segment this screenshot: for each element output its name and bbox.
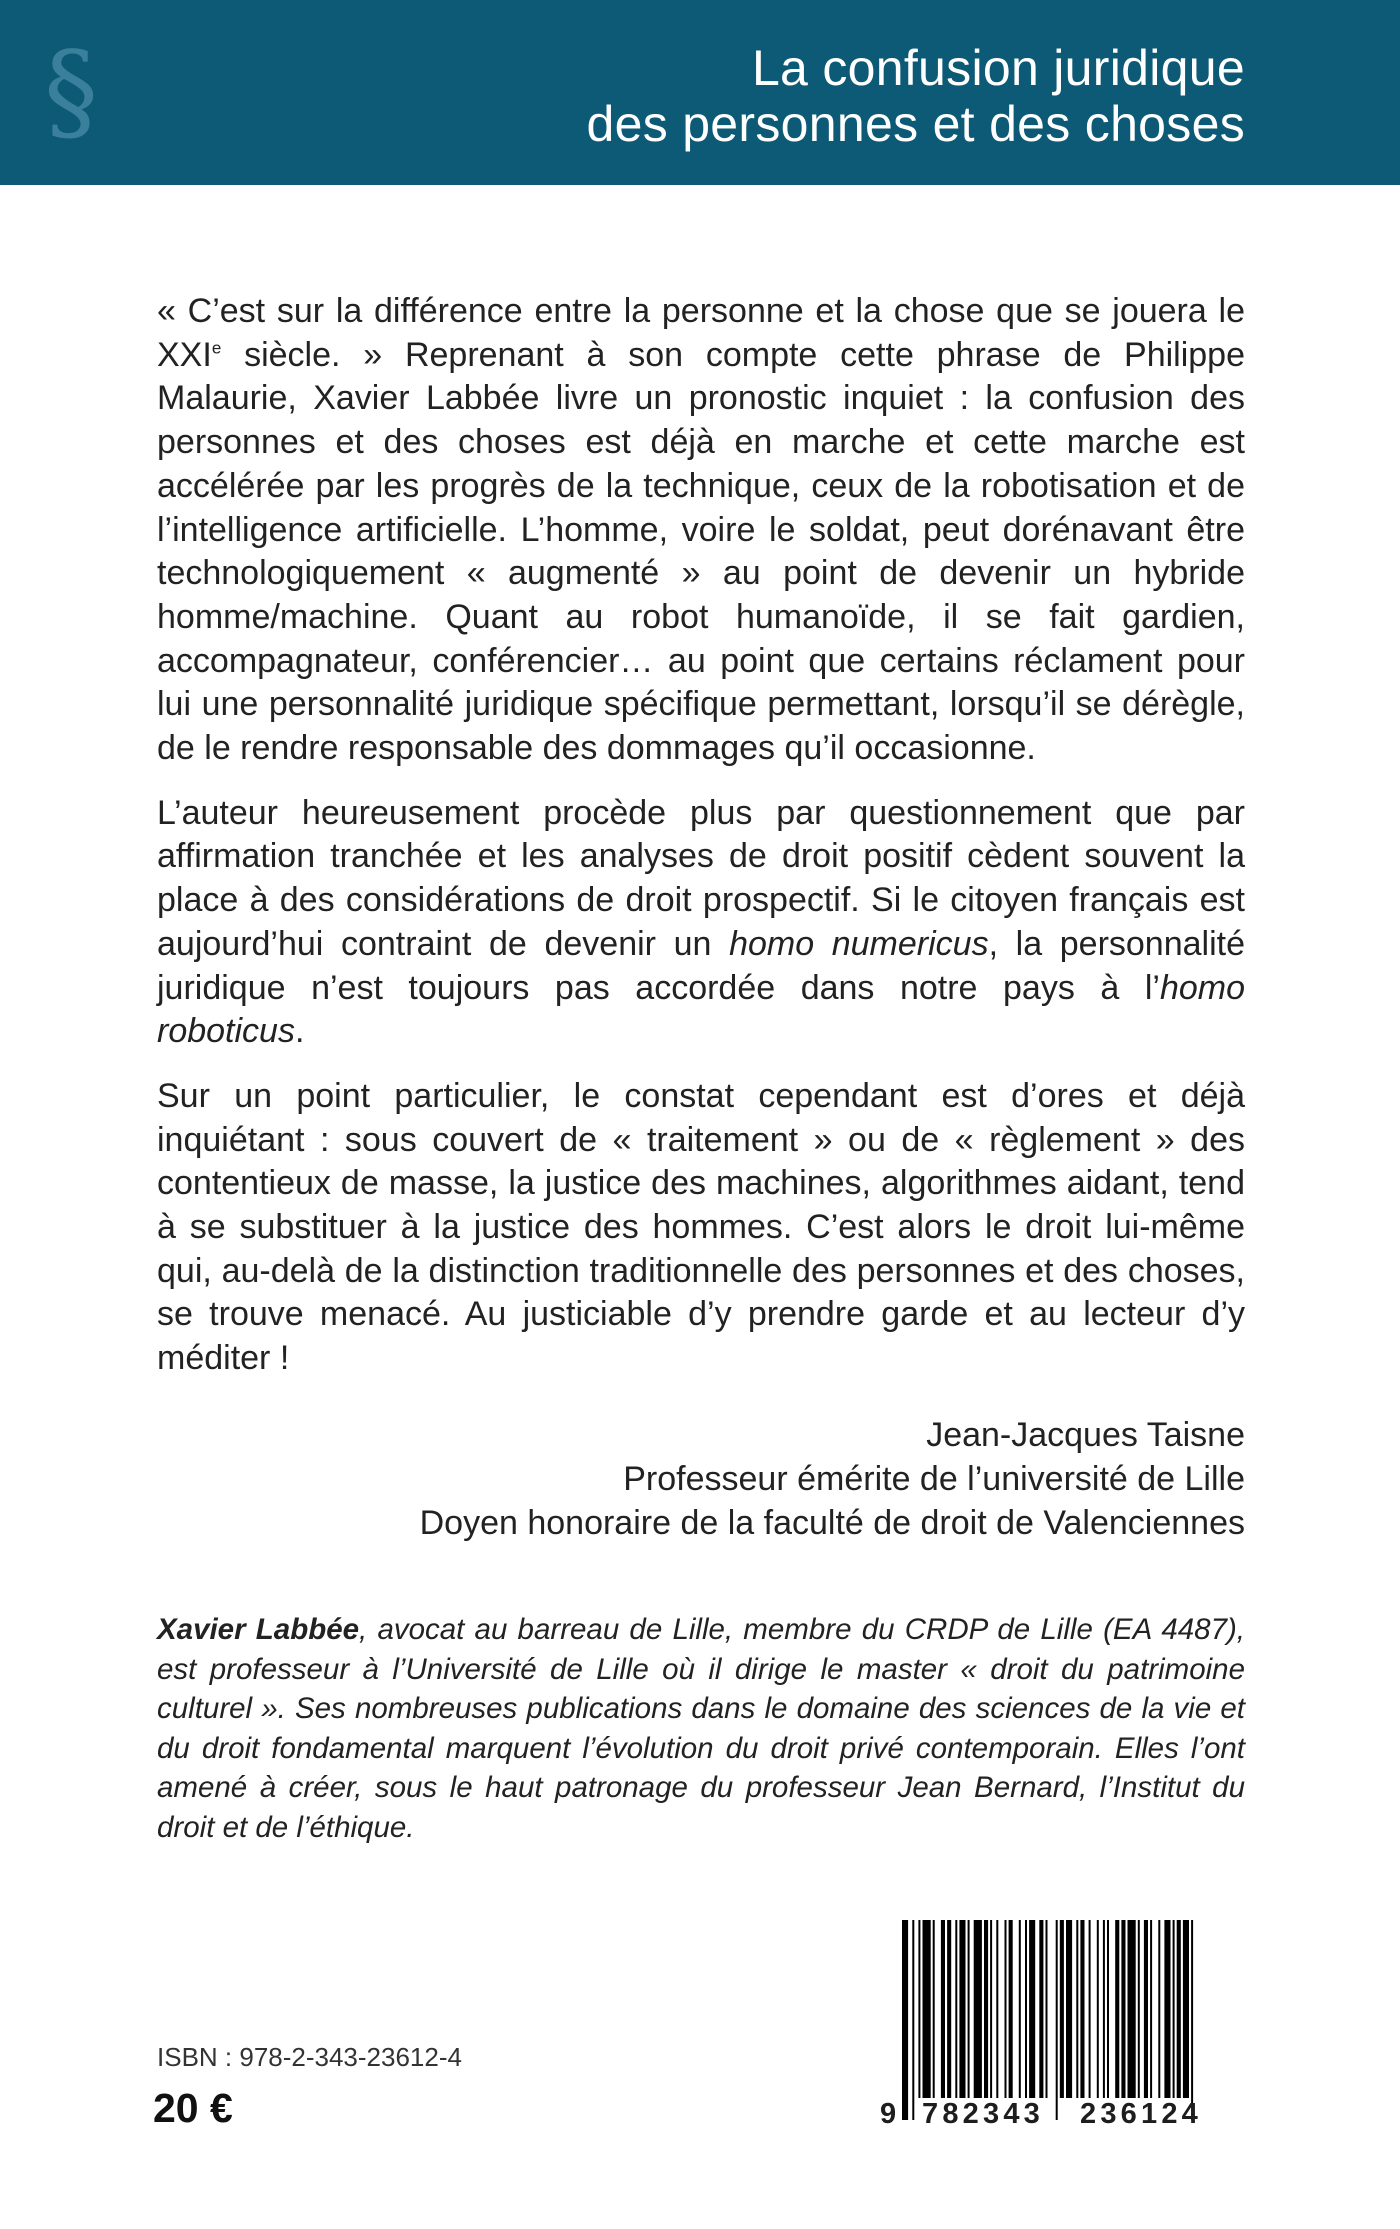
author-bio-text: , avocat au barreau de Lille, membre du CRDP de Lille (EA 4487), est professeur à l’Université de Lille où il dirige le master « droit du patrimoine culturel ». Ses nombreuses publications dans le domaine des sciences de la vie et du droit fondamental marquent l’évolution du droit privé contemporain. Elles l’ont amené à créer, sous le haut patronage du professeur Jean Bernard, l’Institut du droit et de l’éthique.	[157, 1613, 1245, 1844]
section-symbol-icon: §	[44, 29, 98, 154]
isbn-label: ISBN : 978-2-343-23612-4	[157, 2042, 462, 2072]
barcode-bar	[918, 1920, 920, 2098]
barcode-bar	[990, 1920, 992, 2098]
barcode-bar	[1164, 1920, 1170, 2098]
back-cover-text	[157, 290, 1245, 1402]
barcode-bar	[959, 1920, 965, 2098]
barcode-bar	[1039, 1920, 1043, 2098]
paragraph-1	[157, 290, 1245, 771]
century-superscript: e	[211, 338, 222, 358]
p1-text-b: siècle. » Reprenant à son compte cette phrase de Philippe Malaurie, Xavier Labbée livre un pronostic inquiet : la confusion des personnes et des choses est déjà en marche et cette marche est accélérée par les progrès de la technique, ceux de la robotisation et de l’intelligence artificielle. L’homme, voire le soldat, peut dorénavant être technologiquement « augmenté » au point de devenir un hybride homme/machine. Quant au robot humanoïde, il se fait gardien, accompagnateur, conférencier… au point que certains réclament pour lui une personnalité juridique spécifique permettant, lorsqu’il se dérègle, de le rendre responsable des dommages qu’il occasionne.	[157, 335, 1245, 768]
signature-title-1: Professeur émérite de l’université de Lille	[623, 1460, 1245, 1498]
barcode-bar	[1115, 1920, 1119, 2098]
author-bio	[157, 1610, 1245, 1847]
barcode-bar	[947, 1920, 951, 2098]
barcode-bar	[968, 1920, 970, 2098]
p2-text-a: L’auteur heureusement procède plus par questionnement que par affirmation tranchée et les analyses de droit positif cèdent souvent la place à des considérations de droit prospectif. Si le citoyen français est aujourd’hui contraint de devenir un	[157, 793, 1245, 963]
barcode-bar	[955, 1920, 957, 2098]
barcode-bar	[1107, 1920, 1109, 2098]
signature-name: Jean-Jacques Taisne	[926, 1416, 1245, 1454]
barcode-bar	[1029, 1920, 1035, 2098]
barcode-bar	[1089, 1920, 1091, 2098]
signature-title-2: Doyen honoraire de la faculté de droit de Valenciennes	[419, 1504, 1245, 1542]
barcode-bar	[912, 1920, 914, 2120]
barcode-first-digit: 9	[880, 2098, 897, 2130]
barcode-bar	[933, 1920, 935, 2098]
book-title	[586, 40, 1245, 152]
p2-text-b: , la personnalité juridique n’est toujours pas accordée dans notre pays à l’	[157, 924, 1245, 1007]
barcode-left-group: 782343	[922, 2098, 1044, 2130]
barcode-bar	[1150, 1920, 1152, 2098]
p1-text-a: « C’est sur la différence entre la personne et la chose que se jouera le XXI	[157, 292, 1245, 374]
barcode-bar	[1138, 1920, 1140, 2098]
barcode-bar	[1097, 1920, 1099, 2098]
title-line-1: La confusion juridique	[751, 40, 1245, 96]
barcode-bar	[1191, 1920, 1193, 2120]
barcode-bar	[1056, 1920, 1058, 2120]
barcode-bar	[1060, 1920, 1064, 2098]
barcode-bar	[1158, 1920, 1160, 2098]
barcode-bar	[1144, 1920, 1148, 2098]
barcode-bar	[1019, 1920, 1021, 2098]
author-name: Xavier Labbée	[157, 1613, 360, 1646]
barcode-bar	[1066, 1920, 1072, 2098]
p2-italic-b: homo roboticus	[157, 968, 1245, 1051]
paragraph-3: Sur un point particulier, le constat cependant est d’ores et déjà inquiétant : sous couvert de « traitement » ou de « règlement » des contentieux de masse, la justice des machines, algorithmes aidant, tend à se substituer à la justice des hommes. C’est alors le droit lui-même qui, au-delà de la distinction traditionnelle des personnes et des choses, se trouve menacé. Au justiciable d’y prendre garde et au lecteur d’y méditer !	[157, 1076, 1245, 1378]
barcode-bar	[1046, 1920, 1048, 2098]
price-label: 20 €	[153, 2085, 233, 2131]
p2-italic-a: homo numericus	[729, 924, 989, 963]
barcode-bar	[902, 1920, 908, 2120]
paragraph-2	[157, 792, 1245, 1054]
barcode-bar	[974, 1920, 982, 2098]
barcode-bar	[923, 1920, 931, 2098]
signature-block	[420, 1413, 1245, 1545]
p2-text-c: .	[294, 1012, 305, 1051]
header-band	[0, 0, 1400, 185]
barcode-bar	[1177, 1920, 1181, 2098]
barcode-bar	[1005, 1920, 1007, 2098]
barcode-bar	[1121, 1920, 1125, 2098]
barcode-bar	[1009, 1920, 1013, 2098]
barcode-bar	[1076, 1920, 1078, 2098]
barcode-bar	[1080, 1920, 1084, 2098]
title-line-2: des personnes et des choses	[586, 96, 1245, 152]
barcode-bar	[1173, 1920, 1175, 2098]
barcode-bar	[1183, 1920, 1189, 2098]
barcode-right-group: 236124	[1080, 2098, 1202, 2130]
barcode-bar	[941, 1920, 945, 2098]
barcode-bar	[1025, 1920, 1027, 2098]
barcode-bar	[1128, 1920, 1136, 2098]
barcode-bar	[984, 1920, 988, 2098]
barcode	[880, 1920, 1235, 2135]
barcode-digits	[880, 2098, 1235, 2132]
barcode-bar	[996, 1920, 998, 2098]
barcode-bar	[1103, 1920, 1105, 2098]
